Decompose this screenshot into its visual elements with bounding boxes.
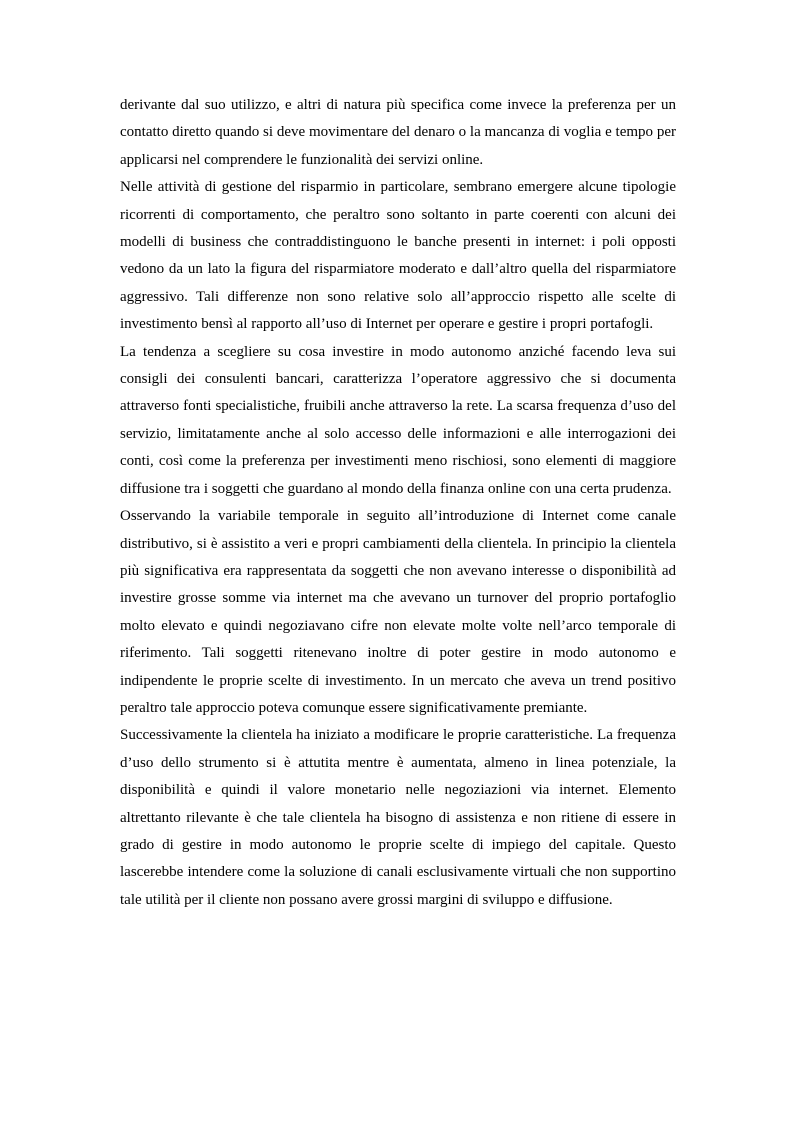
- paragraph-5: Successivamente la clientela ha iniziato a modificare le proprie caratteristiche. La frequenza d’uso dello strumento si è attutita mentre è aumentata, almeno in linea potenziale, la disponibilità e quindi il valore monetario nelle negoziazioni via internet. Elemento altrettanto rilevante è che tale clientela ha bisogno di assistenza e non ritiene di essere in grado di gestire in modo autonomo le proprie scelte di impiego del capitale. Questo lascerebbe intendere come la soluzione di canali esclusivamente virtuali che non supportino tale utilità per il cliente non possano avere grossi margini di sviluppo e diffusione.: [120, 727, 676, 908]
- paragraph-3: La tendenza a scegliere su cosa investire in modo autonomo anziché facendo leva sui consigli dei consulenti bancari, caratterizza l’operatore aggressivo che si documenta attraverso fonti specialistiche, fruibili anche attraverso la rete. La scarsa frequenza d’uso del servizio, limitatamente anche al solo accesso delle informazioni e alle interrogazioni dei conti, così come la preferenza per investimenti meno rischiosi, sono elementi di maggiore diffusione tra i soggetti che guardano al mondo della finanza online con una certa prudenza.: [120, 343, 676, 497]
- paragraph-2: Nelle attività di gestione del risparmio in particolare, sembrano emergere alcune tipologie ricorrenti di comportamento, che peraltro sono soltanto in parte coerenti con alcuni dei modelli di business che contraddistinguono le banche presenti in internet: i poli opposti vedono da un lato la figura del risparmiatore moderato e dall’altro quella del risparmiatore aggressivo. Tali differenze non sono relative solo all’approccio rispetto alle scelte di investimento bensì al rapporto all’uso di Internet per operare e gestire i propri portafogli.: [120, 179, 676, 333]
- document-page: [120, 92, 676, 914]
- paragraph-1: derivante dal suo utilizzo, e altri di natura più specifica come invece la preferenza per un contatto diretto quando si deve movimentare del denaro o la mancanza di voglia e tempo per applicarsi nel comprendere le funzionalità dei servizi online.: [120, 97, 676, 168]
- paragraph-4: Osservando la variabile temporale in seguito all’introduzione di Internet come canale distributivo, si è assistito a veri e propri cambiamenti della clientela. In principio la clientela più significativa era rappresentata da soggetti che non avevano interesse o disponibilità ad investire grosse somme via internet ma che avevano un turnover del proprio portafoglio molto elevato e quindi negoziavano cifre non elevate molte volte nell’arco temporale di riferimento. Tali soggetti ritenevano inoltre di poter gestire in modo autonomo e indipendente le proprie scelte di investimento. In un mercato che aveva un trend positivo peraltro tale approccio poteva comunque essere significativamente premiante.: [120, 508, 676, 716]
